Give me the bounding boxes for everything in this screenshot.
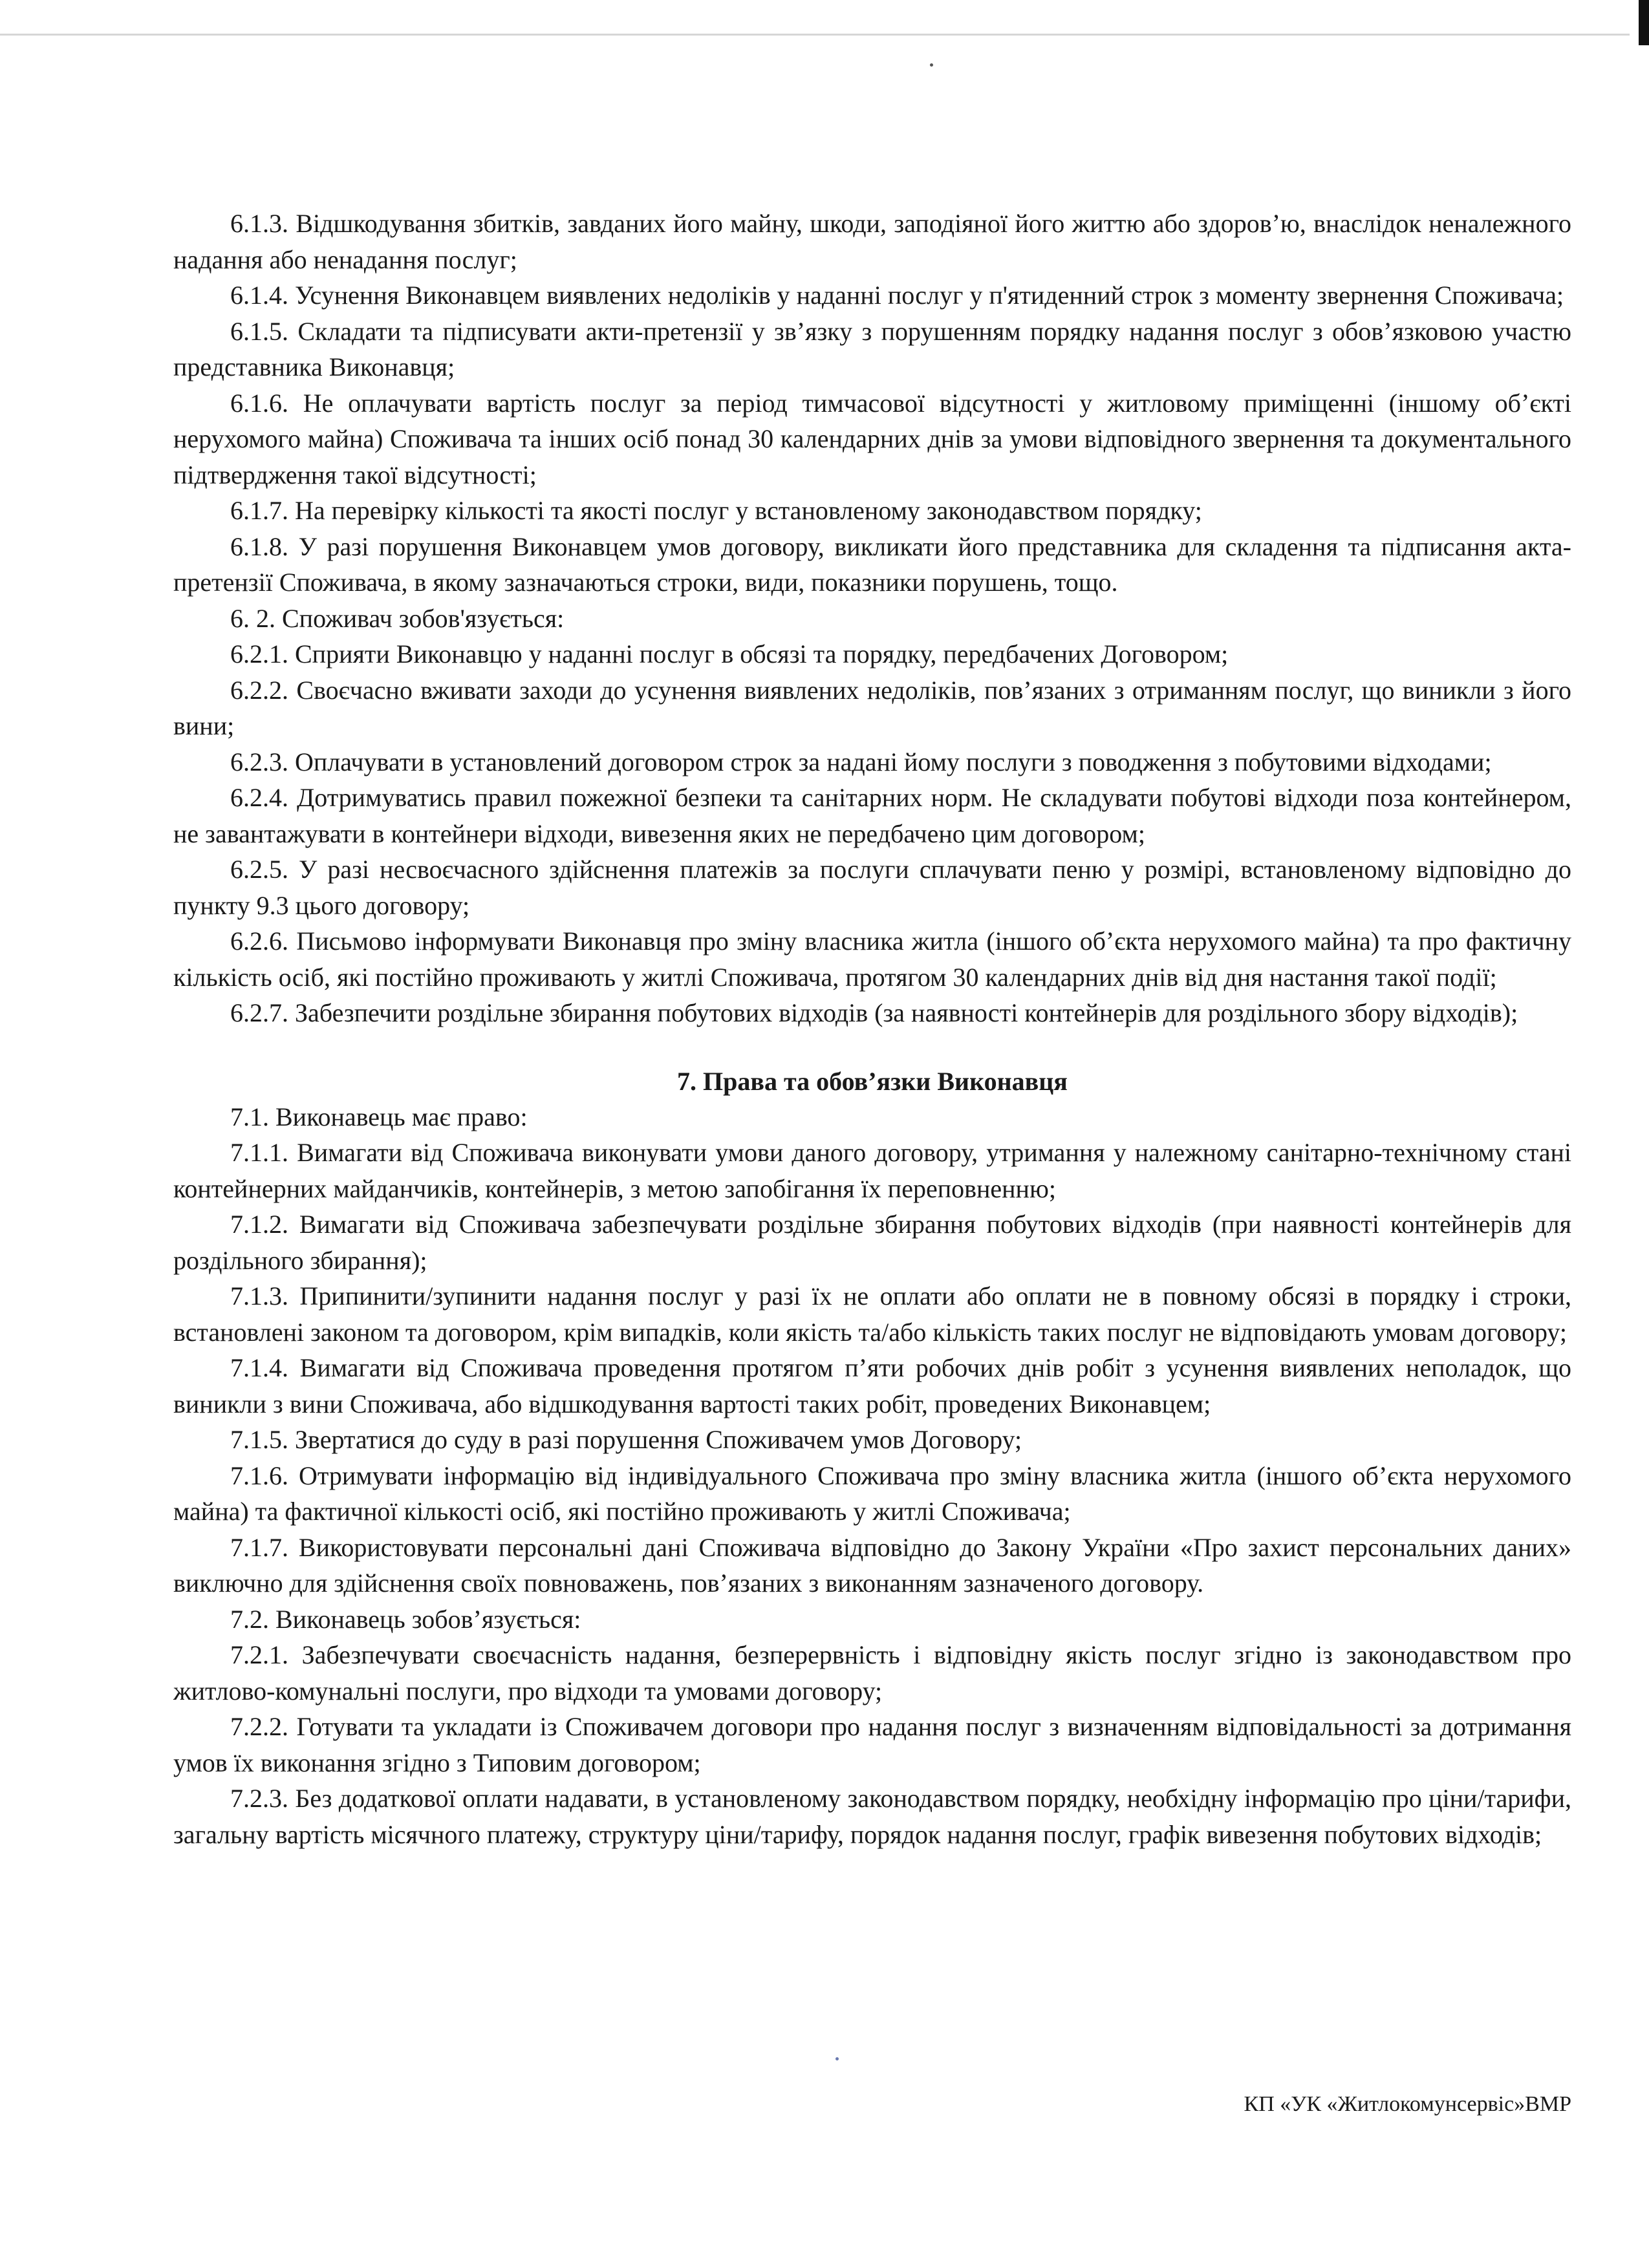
clause-paragraph: 7.2. Виконавець зобов’язується: [230, 1604, 581, 1634]
clause-paragraph: 6.2.3. Оплачувати в установлений договором строк за надані йому послуги з поводження з побутовими відходами; [230, 747, 1492, 776]
clause-paragraph: 7.1.5. Звертатися до суду в разі порушення Споживачем умов Договору; [230, 1425, 1022, 1454]
clause-paragraph: 7.1.1. Вимагати від Споживача виконувати умови даного договору, утримання у належному санітарно-технічному стані контейнерних майданчиків, контейнерів, з метою запобігання їх переповненню; [173, 1138, 1571, 1203]
clause-paragraph: 6.2.6. Письмово інформувати Виконавця про зміну власника житла (іншого об’єкта нерухомого майна) та про фактичну кількість осіб, які постійно проживають у житлі Споживача, протягом 30 календарних днів від дня настання такої події; [173, 926, 1571, 992]
clause-paragraph: 6.1.5. Складати та підписувати акти-претензії у зв’язку з порушенням порядку надання послуг з обов’язковою участю представника Виконавця; [173, 316, 1571, 381]
clause-paragraph: 6.1.3. Відшкодування збитків, завданих його майну, шкоди, заподіяної його життю або здоров’ю, внаслідок неналежного надання або ненадання послуг; [173, 209, 1571, 274]
clause-paragraph: 6.2.7. Забезпечити роздільне збирання побутових відходів (за наявності контейнерів для роздільного збору відходів); [230, 998, 1518, 1027]
clause-paragraph: 7.2.1. Забезпечувати своєчасність надання, безперервність і відповідну якість послуг згідно із законодавством про житлово-комунальні послуги, про відходи та умовами договору; [173, 1640, 1571, 1706]
clause-paragraph: 7.1.2. Вимагати від Споживача забезпечувати роздільне збирання побутових відходів (при наявності контейнерів для роздільного збирання); [173, 1210, 1571, 1275]
clause-paragraph: 6.2.4. Дотримуватись правил пожежної безпеки та санітарних норм. Не складувати побутові відходи поза контейнером, не завантажувати в контейнери відходи, вивезення яких не передбачено цим договором; [173, 783, 1571, 848]
clause-paragraph: 6.1.4. Усунення Виконавцем виявлених недоліків у наданні послуг у п'ятиденний строк з моменту звернення Споживача; [230, 281, 1564, 310]
clause-paragraph: 6.2.2. Своєчасно вживати заходи до усунення виявлених недоліків, пов’язаних з отриманням послуг, що виникли з його вини; [173, 675, 1571, 740]
clause-paragraph: 7.1.7. Використовувати персональні дані Споживача відповідно до Закону України «Про захист персональних даних» виключно для здійснення своїх повноважень, пов’язаних з виконанням зазначеного договору. [173, 1532, 1571, 1598]
scan-right-edge [1639, 0, 1649, 45]
scan-speck [930, 63, 933, 67]
scan-top-edge [0, 34, 1630, 36]
clause-paragraph: 6.2.5. У разі несвоєчасного здійснення платежів за послуги сплачувати пеню у розмірі, встановленому відповідно до пункту 9.3 цього договору; [173, 855, 1571, 920]
clause-paragraph: 6. 2. Споживач зобов'язується: [230, 603, 565, 633]
document-body [173, 206, 1571, 1852]
clause-paragraph: 6.1.6. Не оплачувати вартість послуг за період тимчасової відсутності у житловому приміщенні (іншому об’єкті нерухомого майна) Споживача та інших осіб понад 30 календарних днів за умови відповідного звернення та документального підтвердження такої відсутності; [173, 388, 1571, 489]
clause-paragraph: 7.1.3. Припинити/зупинити надання послуг у разі їх не оплати або оплати не в повному обсязі в порядку і строки, встановлені законом та договором, крім випадків, коли якість та/або кількість таких послуг не відповідають умовам договору; [173, 1281, 1571, 1347]
section-7-clauses [173, 1099, 1571, 1853]
clause-paragraph: 7.1.6. Отримувати інформацію від індивідуального Споживача про зміну власника житла (іншого об’єкта нерухомого майна) та фактичної кількості осіб, які постійно проживають у житлі Споживача; [173, 1460, 1571, 1526]
clause-paragraph: 6.1.7. На перевірку кількості та якості послуг у встановленому законодавством порядку; [230, 496, 1202, 525]
clause-paragraph: 7.1. Виконавець має право: [230, 1102, 528, 1131]
clause-paragraph: 7.1.4. Вимагати від Споживача проведення протягом п’яти робочих днів робіт з усунення виявлених неполадок, що виникли з вини Споживача, або відшкодування вартості таких робіт, проведених Виконавцем; [173, 1353, 1571, 1418]
clause-paragraph: 7.2.2. Готувати та укладати із Споживачем договори про надання послуг з визначенням відповідальності за дотримання умов їх виконання згідно з Типовим договором; [173, 1712, 1571, 1777]
clause-paragraph: 7.2.3. Без додаткової оплати надавати, в установленому законодавством порядку, необхідну інформацію про ціни/тарифи, загальну вартість місячного платежу, структуру ціни/тарифу, порядок надання послуг, графік вивезення побутових відходів; [173, 1784, 1571, 1849]
scan-speck [835, 2057, 839, 2060]
section-heading: 7. Права та обов’язки Виконавця [677, 1066, 1068, 1096]
clause-paragraph: 6.1.8. У разі порушення Виконавцем умов договору, викликати його представника для складення та підписання акта-претензії Споживача, в якому зазначаються строки, види, показники порушень, тощо. [173, 531, 1571, 597]
section-6-clauses [173, 206, 1571, 1031]
clause-paragraph: 6.2.1. Сприяти Виконавцю у наданні послуг в обсязі та порядку, передбачених Договором; [230, 639, 1229, 669]
footer-organization: КП «УК «Житлокомунсервіс»ВМР [1244, 2092, 1571, 2116]
